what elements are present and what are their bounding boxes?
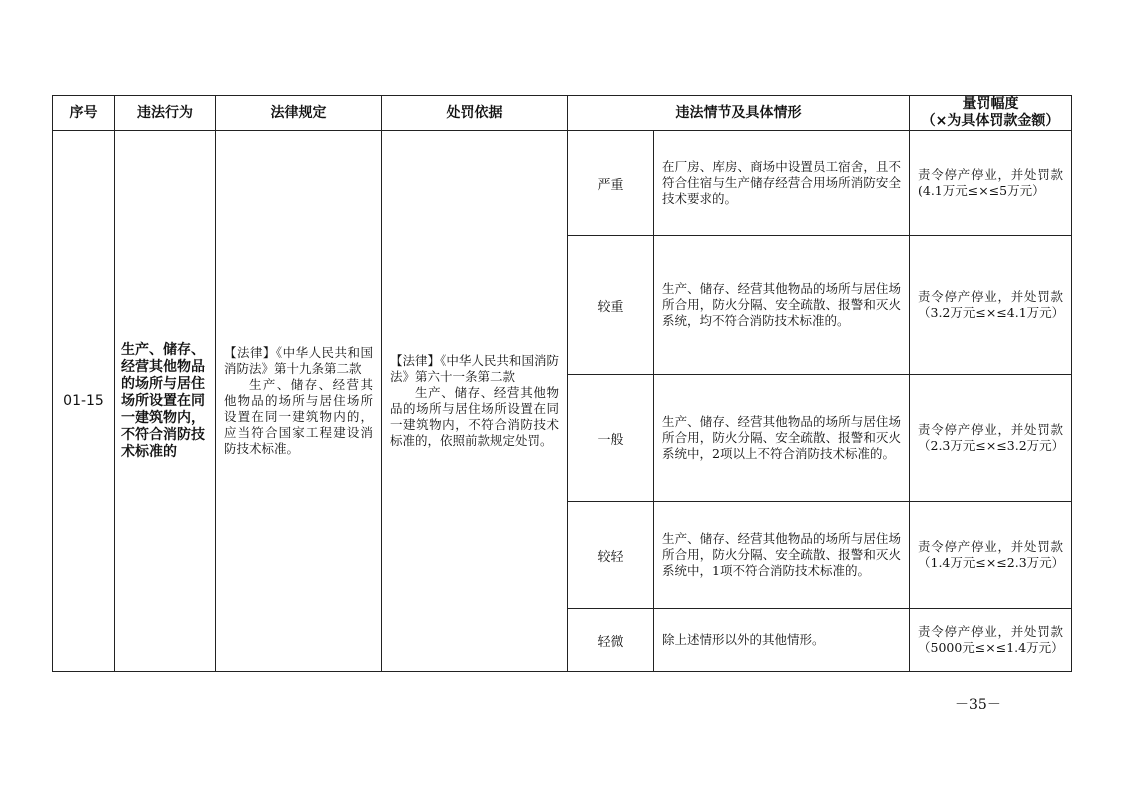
header-seq: 序号: [53, 96, 115, 131]
legal-provision-title: 【法律】《中华人民共和国消防法》第十九条第二款: [224, 345, 373, 376]
level-description: 除上述情形以外的其他情形。: [654, 609, 910, 672]
level-fine: 责令停产停业，并处罚款（3.2万元≤×≤4.1万元）: [910, 236, 1072, 375]
header-row: [53, 96, 1072, 131]
penalty-table: [52, 95, 1072, 672]
header-range-line1: 量罚幅度: [962, 96, 1019, 112]
level-fine: 责令停产停业，并处罚款（1.4万元≤×≤2.3万元）: [910, 502, 1072, 609]
level-grade: 轻微: [568, 609, 654, 672]
level-grade: 严重: [568, 131, 654, 236]
entry-penalty-basis: [382, 131, 568, 672]
entry-code: 01-15: [53, 131, 115, 672]
header-range-line2: （×为具体罚款金额）: [921, 113, 1060, 129]
header-behavior: 违法行为: [115, 96, 216, 131]
entry-legal-provision: [216, 131, 382, 672]
level-fine: 责令停产停业，并处罚款（5000元≤×≤1.4万元）: [910, 609, 1072, 672]
level-grade: 一般: [568, 375, 654, 502]
legal-provision-text: 生产、储存、经营其他物品的场所与居住场所设置在同一建筑物内的，应当符合国家工程建设消防技术标准。: [224, 377, 373, 456]
penalty-basis-text: 生产、储存、经营其他物品的场所与居住场所设置在同一建筑物内，不符合消防技术标准的，依照前款规定处罚。: [390, 385, 559, 448]
level-fine: 责令停产停业，并处罚款（2.3万元≤×≤3.2万元）: [910, 375, 1072, 502]
entry-behavior: 生产、储存、经营其他物品的场所与居住场所设置在同一建筑物内，不符合消防技术标准的: [115, 131, 216, 672]
level-description: 在厂房、库房、商场中设置员工宿舍，且不符合住宿与生产储存经营合用场所消防安全技术要求的。: [654, 131, 910, 236]
level-description: 生产、储存、经营其他物品的场所与居住场所合用，防火分隔、安全疏散、报警和灭火系统，均不符合消防技术标准的。: [654, 236, 910, 375]
page-number: －35－: [955, 697, 1001, 713]
header-penalty-basis: 处罚依据: [382, 96, 568, 131]
level-grade: 较轻: [568, 502, 654, 609]
header-penalty-range: [910, 96, 1072, 131]
level-description: 生产、储存、经营其他物品的场所与居住场所合用，防火分隔、安全疏散、报警和灭火系统中，1项不符合消防技术标准的。: [654, 502, 910, 609]
level-fine: 责令停产停业，并处罚款(4.1万元≤×≤5万元）: [910, 131, 1072, 236]
header-legal-provision: 法律规定: [216, 96, 382, 131]
table-row: [53, 131, 1072, 236]
level-description: 生产、储存、经营其他物品的场所与居住场所合用，防火分隔、安全疏散、报警和灭火系统中，2项以上不符合消防技术标准的。: [654, 375, 910, 502]
level-grade: 较重: [568, 236, 654, 375]
header-circumstances: 违法情节及具体情形: [568, 96, 910, 131]
penalty-basis-title: 【法律】《中华人民共和国消防法》第六十一条第二款: [390, 353, 559, 384]
